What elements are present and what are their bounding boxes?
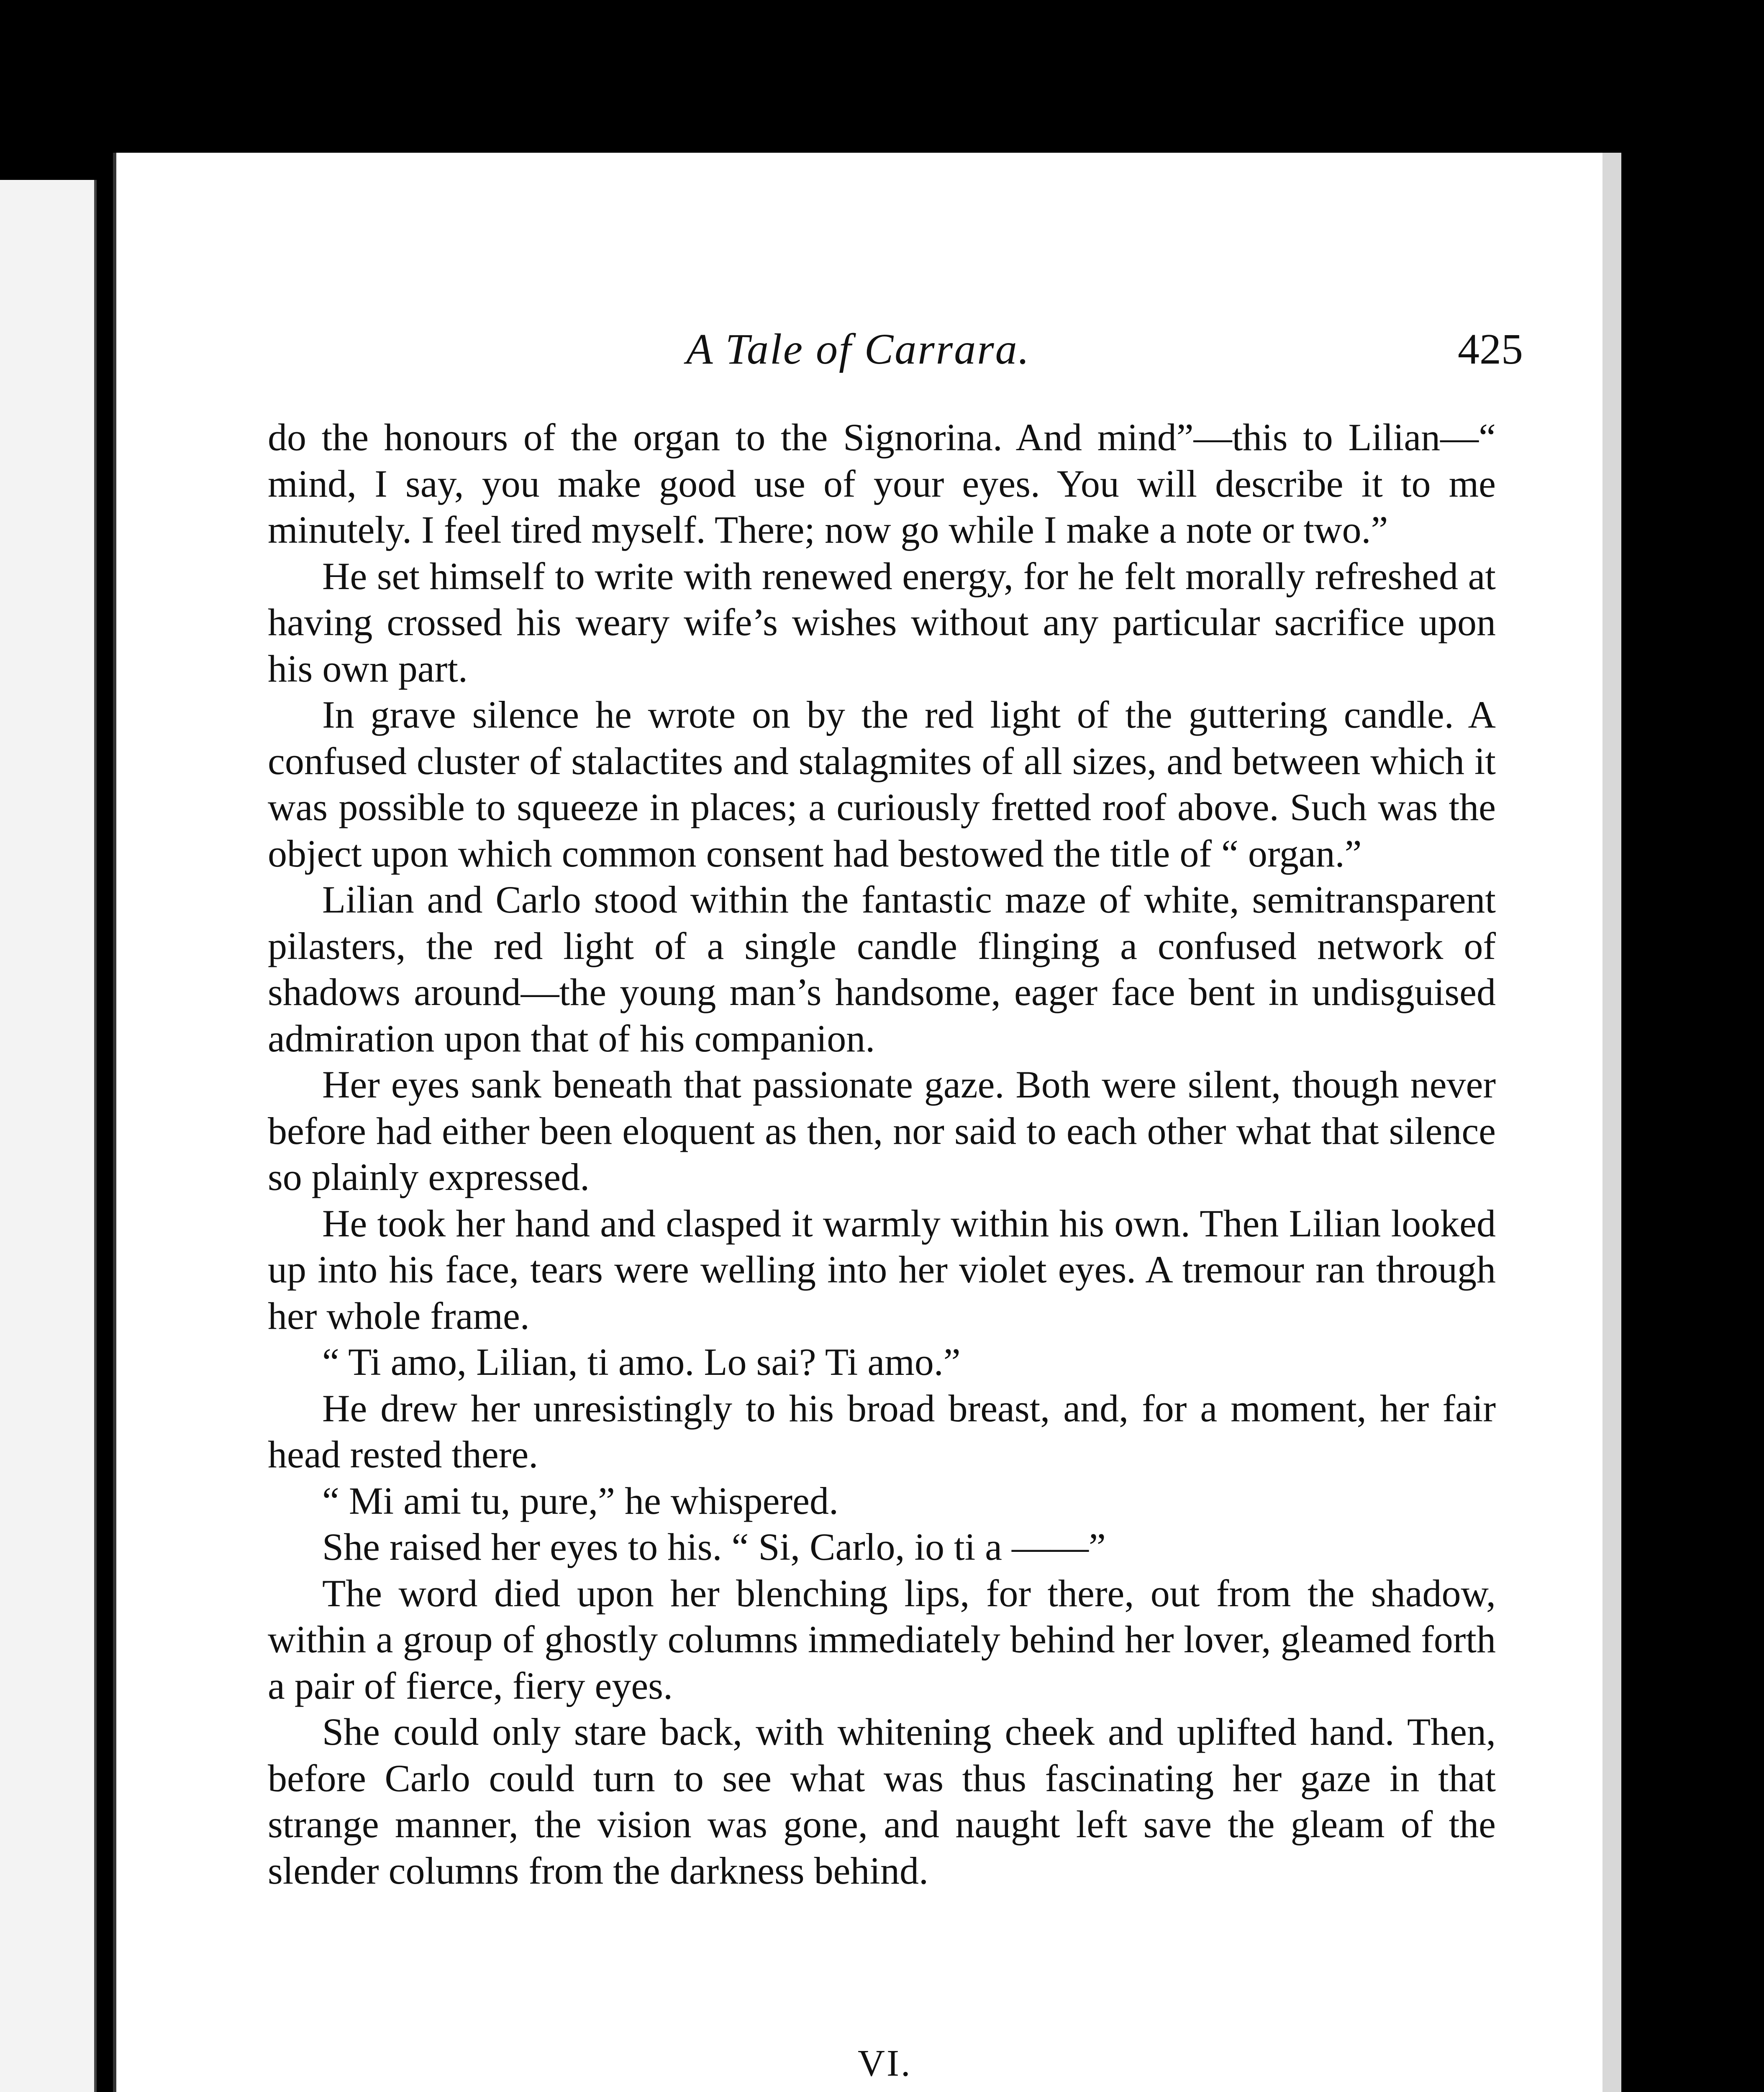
paragraph: He set himself to write with renewed energy, for he felt morally refreshed at having crossed his weary wife’s wishes without any particular sacrifice upon his own part. xyxy=(268,554,1496,690)
paragraph: “ Ti amo, Lilian, ti amo. Lo sai? Ti amo.” xyxy=(322,1341,961,1383)
running-title: A Tale of Carrara. xyxy=(686,325,1031,373)
facing-page-edge xyxy=(0,180,97,2092)
paragraph: She could only stare back, with whitening cheek and uplifted hand. Then, before Carlo could turn to see what was thus fascinating her gaze in that strange manner, the vision was gone, and naught left save the gleam of the slender columns from the darkness behind. xyxy=(268,1710,1496,1892)
paragraph: “ Mi ami tu, pure,” he whispered. xyxy=(322,1479,838,1522)
paragraph: The word died upon her blenching lips, for there, out from the shadow, within a group of ghostly columns immediately behind her lover, gleamed forth a pair of fierce, fiery eyes. xyxy=(268,1572,1496,1707)
paragraph: Her eyes sank beneath that passionate gaze. Both were silent, though never before had either been eloquent as then, nor said to each other what that silence so plainly expressed. xyxy=(268,1063,1496,1198)
page-edge-shadow xyxy=(1602,153,1621,2092)
body-text-top xyxy=(268,414,1496,2046)
section-number: VI. xyxy=(858,2043,912,2084)
paragraph: do the honours of the organ to the Signorina. And mind”—this to Lilian—“ mind, I say, you make good use of your eyes. You will describe it to me minutely. I feel tired myself. There; now go while I make a note or two.” xyxy=(268,416,1496,551)
paragraph: She raised her eyes to his. “ Si, Carlo, io ti a ——” xyxy=(322,1525,1106,1568)
paragraph: In grave silence he wrote on by the red light of the guttering candle. A confused cluster of stalactites and stalagmites of all sizes, and between which it was possible to squeeze in places; a curiously fretted roof above. Such was the object upon which common consent had bestowed the title of “ organ.” xyxy=(268,693,1496,875)
paragraph: He took her hand and clasped it warmly within his own. Then Lilian looked up into his face, tears were welling into her violet eyes. A tremour ran through her whole frame. xyxy=(268,1202,1496,1337)
page-number: 425 xyxy=(1458,325,1523,373)
paragraph: Lilian and Carlo stood within the fantastic maze of white, semitransparent pilasters, the red light of a single candle flinging a confused network of shadows around—the young man’s handsome, eager face bent in undisguised admiration upon that of his companion. xyxy=(268,878,1496,1060)
page-header xyxy=(268,318,1523,381)
paragraph: He drew her unresistingly to his broad breast, and, for a moment, her fair head rested there. xyxy=(268,1387,1496,1476)
